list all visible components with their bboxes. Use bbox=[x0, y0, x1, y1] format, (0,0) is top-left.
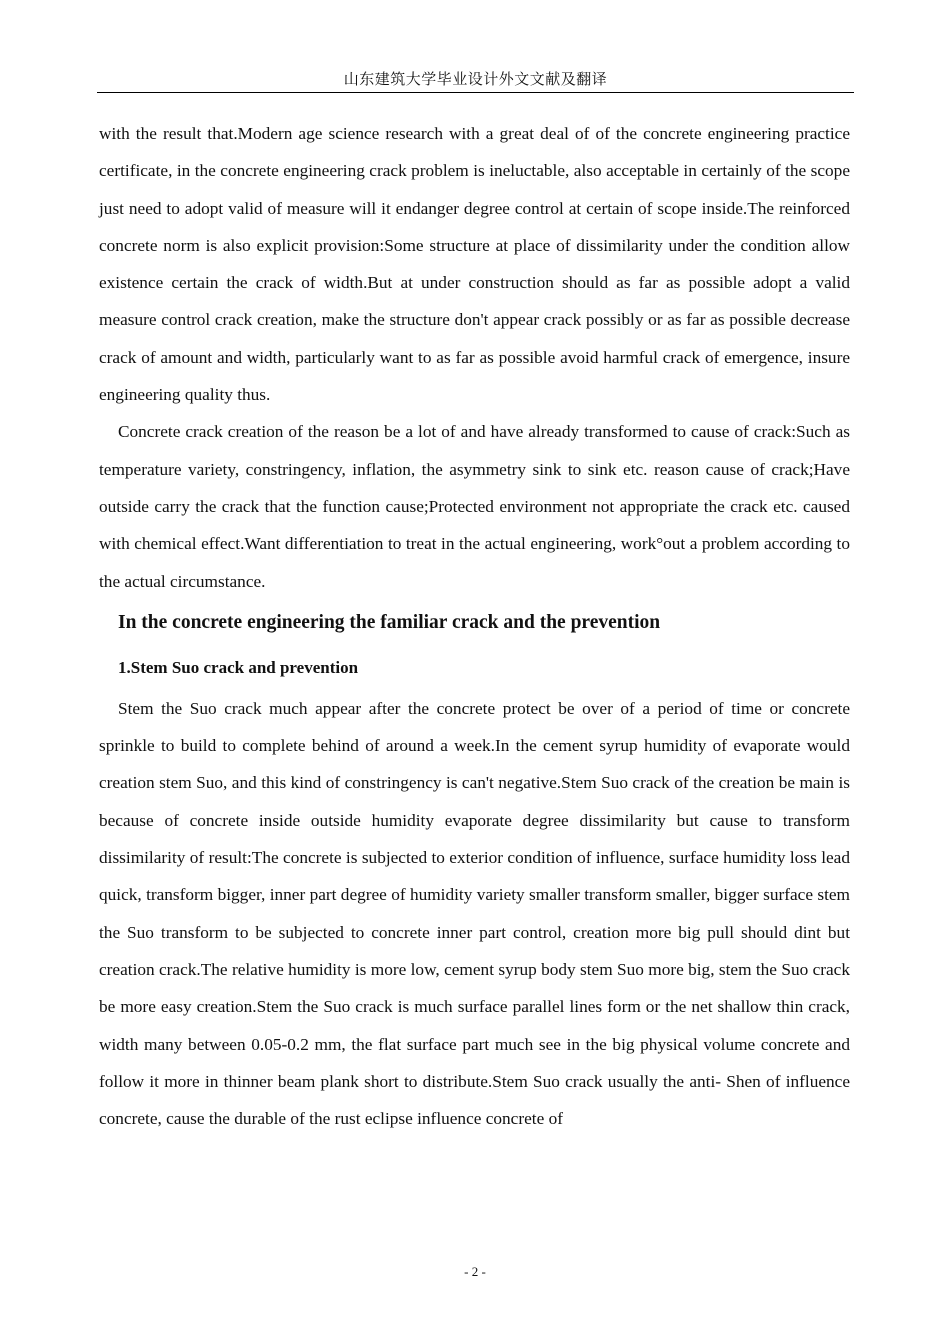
subsection-heading: 1.Stem Suo crack and prevention bbox=[118, 657, 359, 677]
page-number: - 2 - bbox=[464, 1264, 486, 1279]
paragraph-continued: with the result that.Modern age science research with a great deal of of the concrete engineering practice certificate, in the concrete engineering crack problem is ineluctable, also acceptable in certainly of the scope just need to adopt valid of measure will it endanger degree control at certain of scope inside.The reinforced concrete norm is also explicit provision:Some structure at place of dissimilarity under the condition allow existence certain the crack of width.But at under construction should as far as possible adopt a valid measure control crack creation, make the structure don't appear crack possibly or as far as possible decrease crack of amount and width, particularly want to as far as possible avoid harmful crack of emergence, insure engineering quality thus. bbox=[99, 124, 850, 405]
document-body bbox=[99, 115, 850, 1137]
header-divider bbox=[97, 92, 854, 93]
paragraph-crack-causes: Concrete crack creation of the reason be a lot of and have already transformed to cause of crack:Such as temperature variety, constringency, inflation, the asymmetry sink to sink etc. reason cause of crack;Have outside carry the crack that the function cause;Protected environment not appropriate the crack etc. caused with chemical effect.Want differentiation to treat in the actual engineering, work°out a problem according to the actual circumstance. bbox=[99, 422, 850, 591]
page-header-title: 山东建筑大学毕业设计外文文献及翻译 bbox=[343, 70, 608, 88]
section-heading: In the concrete engineering the familiar crack and the prevention bbox=[118, 611, 661, 633]
paragraph-stem-suo-crack: Stem the Suo crack much appear after the concrete protect be over of a period of time or concrete sprinkle to build to complete behind of around a week.In the cement syrup humidity of evaporate would creation stem Suo, and this kind of constringency is can't negative.Stem Suo crack of the creation be main is because of concrete inside outside humidity evaporate degree dissimilarity but cause to transform dissimilarity of result:The concrete is subjected to exterior condition of influence, surface humidity loss lead quick, transform bigger, inner part degree of humidity variety smaller transform smaller, bigger surface stem the Suo transform to be subjected to concrete inner part control, creation more big pull should dint but creation crack.The relative humidity is more low, cement syrup body stem Suo more big, stem the Suo crack be more easy creation.Stem the Suo crack is much surface parallel lines form or the net shallow thin crack, width many between 0.05-0.2 mm, the flat surface part much see in the big physical volume concrete and follow it more in thinner beam plank short to distribute.Stem Suo crack usually the anti- Shen of influence concrete, cause the durable of the rust eclipse influence concrete of bbox=[99, 698, 850, 1129]
